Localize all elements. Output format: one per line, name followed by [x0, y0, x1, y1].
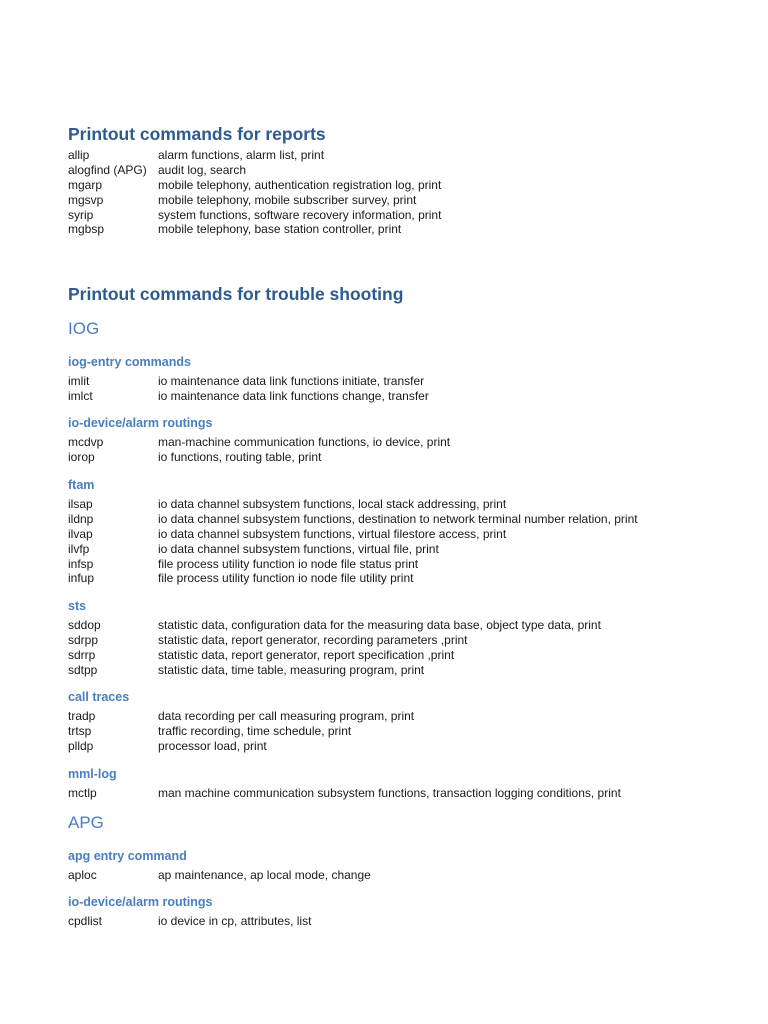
apg-io-device-command-list [68, 914, 728, 929]
command-description: io maintenance data link functions change, transfer [158, 388, 429, 403]
command-name: ilvfp [68, 541, 90, 556]
call-traces-command-list [68, 709, 728, 754]
command-row [68, 512, 728, 527]
command-name: imlct [68, 388, 93, 403]
io-device-command-list [68, 435, 728, 465]
command-name: allip [68, 148, 90, 162]
command-description: file process utility function io node file status print [158, 556, 419, 571]
command-name: mctlp [68, 786, 97, 800]
command-description: io maintenance data link functions initiate, transfer [158, 374, 425, 388]
command-description: io data channel subsystem functions, destination to network terminal number relation, print [158, 511, 638, 526]
command-description: statistic data, report generator, report specification ,print [158, 647, 455, 662]
command-description: system functions, software recovery information, print [158, 207, 442, 222]
command-name: ildnp [68, 511, 94, 526]
group-title-apg: APG [68, 813, 104, 832]
command-name: sdrrp [68, 647, 96, 662]
command-name: cpdlist [68, 914, 103, 928]
command-description: ap maintenance, ap local mode, change [158, 868, 371, 882]
command-row [68, 571, 728, 586]
subsection-title-call-traces: call traces [68, 690, 130, 704]
command-row [68, 374, 728, 389]
iog-entry-command-list [68, 374, 728, 404]
command-row [68, 163, 728, 178]
command-row [68, 648, 728, 663]
command-name: iorop [68, 449, 95, 464]
command-description: alarm functions, alarm list, print [158, 148, 325, 162]
command-row [68, 148, 728, 163]
command-name: sdtpp [68, 662, 98, 677]
subsection-title-ftam: ftam [68, 478, 95, 492]
command-name: ilvap [68, 526, 93, 541]
command-description: data recording per call measuring program, print [158, 709, 415, 723]
command-name: mgsvp [68, 192, 104, 207]
command-description: io data channel subsystem functions, virtual filestore access, print [158, 526, 507, 541]
command-description: statistic data, configuration data for the measuring data base, object type data, print [158, 618, 601, 632]
command-name: infsp [68, 556, 94, 571]
command-name: mgbsp [68, 222, 105, 237]
command-description: file process utility function io node file utility print [158, 571, 414, 586]
subsection-title-apg-io-device-routings: io-device/alarm routings [68, 895, 213, 909]
command-description: io data channel subsystem functions, virtual file, print [158, 541, 439, 556]
command-row [68, 709, 728, 724]
command-row [68, 542, 728, 557]
command-description: mobile telephony, mobile subscriber survey, print [158, 192, 417, 207]
command-row [68, 193, 728, 208]
command-name: plldp [68, 738, 94, 753]
command-description: audit log, search [158, 162, 247, 177]
subsection-title-mml-log: mml-log [68, 767, 117, 781]
subsection-title-iog-entry: iog-entry commands [68, 355, 191, 369]
ftam-command-list [68, 497, 728, 586]
command-description: io functions, routing table, print [158, 449, 322, 464]
subsection-title-io-device-routings: io-device/alarm routings [68, 416, 213, 430]
command-row [68, 222, 728, 237]
command-description: man machine communication subsystem functions, transaction logging conditions, print [158, 786, 621, 800]
sts-command-list [68, 618, 728, 678]
command-row [68, 497, 728, 512]
command-row [68, 724, 728, 739]
command-row [68, 633, 728, 648]
section-title-troubleshooting: Printout commands for trouble shooting [68, 284, 404, 304]
command-description: statistic data, time table, measuring program, print [158, 662, 425, 677]
subsection-title-sts: sts [68, 599, 87, 613]
command-name: ilsap [68, 497, 93, 511]
command-description: mobile telephony, authentication registration log, print [158, 177, 442, 192]
command-row [68, 389, 728, 404]
command-row [68, 557, 728, 572]
command-name: trtsp [68, 723, 92, 738]
command-row [68, 786, 728, 801]
command-name: aploc [68, 868, 97, 882]
command-row [68, 739, 728, 754]
command-row [68, 914, 728, 929]
command-row [68, 663, 728, 678]
section-title-reports: Printout commands for reports [68, 124, 326, 144]
command-row [68, 208, 728, 223]
apg-entry-command-list [68, 868, 728, 883]
command-description: io data channel subsystem functions, local stack addressing, print [158, 497, 507, 511]
command-name: mcdvp [68, 435, 104, 449]
group-title-iog: IOG [68, 319, 100, 338]
command-description: mobile telephony, base station controller, print [158, 222, 402, 237]
command-name: alogfind (APG) [68, 162, 147, 177]
command-name: imlit [68, 374, 90, 388]
command-name: sddop [68, 618, 101, 632]
command-description: statistic data, report generator, recording parameters ,print [158, 632, 468, 647]
command-name: infup [68, 571, 95, 586]
command-row [68, 618, 728, 633]
command-row [68, 178, 728, 193]
subsection-title-apg-entry: apg entry command [68, 849, 187, 863]
command-row [68, 527, 728, 542]
mml-log-command-list [68, 786, 728, 801]
command-row [68, 868, 728, 883]
command-description: traffic recording, time schedule, print [158, 723, 352, 738]
command-description: man-machine communication functions, io device, print [158, 435, 451, 449]
command-row [68, 450, 728, 465]
command-description: io device in cp, attributes, list [158, 914, 312, 928]
command-name: tradp [68, 709, 96, 723]
command-row [68, 435, 728, 450]
command-name: syrip [68, 207, 94, 222]
command-description: processor load, print [158, 738, 267, 753]
command-name: sdrpp [68, 632, 99, 647]
command-name: mgarp [68, 177, 103, 192]
reports-command-list [68, 148, 728, 237]
